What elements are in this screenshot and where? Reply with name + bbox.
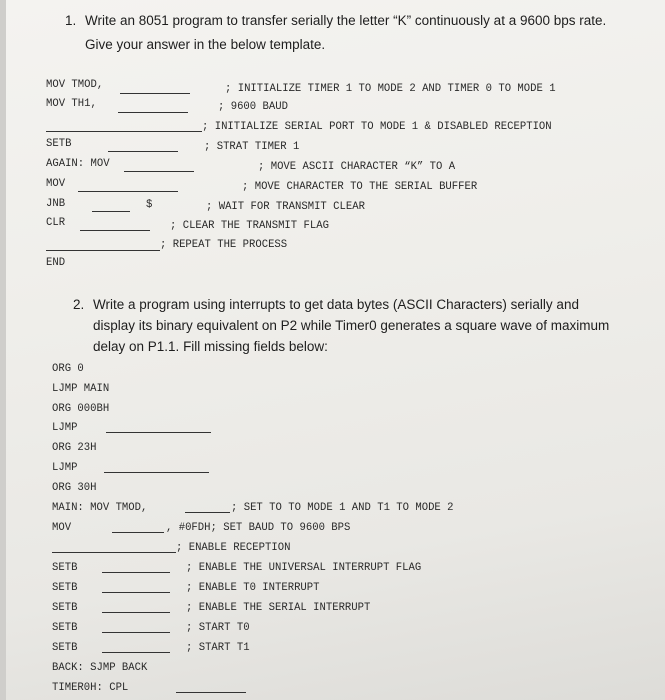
code1-line2-comment: ; 9600 BAUD — [218, 101, 288, 113]
code1-end: END — [46, 257, 66, 269]
code1-line2-instr: MOV TH1, — [46, 98, 97, 110]
code2-blank-setb-1[interactable] — [102, 572, 170, 573]
code2-ljmp-main: LJMP MAIN — [52, 383, 110, 395]
code2-main-instr: MAIN: MOV TMOD, — [52, 502, 148, 514]
code1-line1-instr: MOV TMOD, — [46, 79, 104, 91]
q2-text-line3: delay on P1.1. Fill missing fields below: — [93, 339, 328, 354]
code2-blank-setb-4[interactable] — [102, 632, 170, 633]
code2-org-30h: ORG 30H — [52, 482, 97, 494]
code2-setb-4-comment: ; START T0 — [186, 622, 250, 634]
code2-ljmp-2: LJMP — [52, 462, 78, 474]
code2-org0: ORG 0 — [52, 363, 84, 375]
code2-setb-4: SETB — [52, 622, 78, 634]
q2-text-line2: display its binary equivalent on P2 while Timer0 generates a square wave of maximum — [93, 318, 610, 333]
code1-line8-instr: CLR — [46, 217, 66, 229]
code2-setb-1-comment: ; ENABLE THE UNIVERSAL INTERRUPT FLAG — [186, 562, 422, 574]
code2-enable-reception: ; ENABLE RECEPTION — [176, 542, 291, 554]
q2-text-line1: Write a program using interrupts to get data bytes (ASCII Characters) serially and — [93, 297, 579, 312]
code2-setb-3-comment: ; ENABLE THE SERIAL INTERRUPT — [186, 602, 371, 614]
code1-line6-instr: MOV — [46, 178, 66, 190]
code2-org-000bh: ORG 000BH — [52, 403, 110, 415]
code1-line5-instr: AGAIN: MOV — [46, 158, 110, 170]
code1-blank-9[interactable] — [46, 250, 160, 251]
code2-blank-timer[interactable] — [176, 692, 246, 693]
code1-blank-1[interactable] — [120, 93, 190, 94]
code1-line7-comment: ; WAIT FOR TRANSMIT CLEAR — [206, 201, 365, 213]
page-left-edge — [0, 0, 6, 700]
code2-blank-ljmp-2[interactable] — [104, 472, 209, 473]
code2-blank-enable-rec[interactable] — [52, 552, 176, 553]
code1-blank-4[interactable] — [108, 151, 178, 152]
code1-line7-instr: JNB — [46, 198, 66, 210]
code1-line9-comment: ; REPEAT THE PROCESS — [160, 239, 288, 251]
q1-text-line2: Give your answer in the below template. — [85, 37, 326, 52]
code2-org-23h: ORG 23H — [52, 442, 97, 454]
code2-setb-1: SETB — [52, 562, 78, 574]
code1-line8-comment: ; CLEAR THE TRANSMIT FLAG — [170, 220, 329, 232]
code2-setb-3: SETB — [52, 602, 78, 614]
q2-number: 2. — [73, 297, 85, 312]
code2-setb-2: SETB — [52, 582, 78, 594]
code2-blank-tmod[interactable] — [185, 512, 230, 513]
code1-blank-5[interactable] — [124, 171, 194, 172]
code1-blank-2[interactable] — [118, 112, 188, 113]
code1-blank-6[interactable] — [78, 191, 178, 192]
code2-timer0h: TIMER0H: CPL — [52, 682, 129, 694]
code1-line6-comment: ; MOVE CHARACTER TO THE SERIAL BUFFER — [242, 181, 478, 193]
code1-line7-dollar: $ — [146, 199, 153, 211]
code1-blank-8[interactable] — [80, 230, 150, 231]
code2-mov2-instr: MOV — [52, 522, 72, 534]
code1-blank-3[interactable] — [46, 131, 202, 132]
code2-back: BACK: SJMP BACK — [52, 662, 148, 674]
code1-line5-comment: ; MOVE ASCII CHARACTER “K” TO A — [258, 161, 456, 173]
code1-line4-comment: ; STRAT TIMER 1 — [204, 141, 300, 153]
code2-blank-mov[interactable] — [112, 532, 164, 533]
code2-main-comment: ; SET TO TO MODE 1 AND T1 TO MODE 2 — [231, 502, 454, 514]
code2-ljmp-1: LJMP — [52, 422, 78, 434]
code2-blank-ljmp-1[interactable] — [106, 432, 211, 433]
code2-mov2-rest: , #0FDH; SET BAUD TO 9600 BPS — [166, 522, 351, 534]
q1-text-line1: Write an 8051 program to transfer serially the letter “K” continuously at a 9600 bps rate. — [85, 13, 607, 28]
code1-line4-instr: SETB — [46, 138, 72, 150]
code2-blank-setb-2[interactable] — [102, 592, 170, 593]
code1-line1-comment: ; INITIALIZE TIMER 1 TO MODE 2 AND TIMER 0 TO MODE 1 — [225, 83, 556, 95]
q1-number: 1. — [65, 13, 77, 28]
code2-blank-setb-5[interactable] — [102, 652, 170, 653]
code2-setb-5-comment: ; START T1 — [186, 642, 250, 654]
code2-setb-5: SETB — [52, 642, 78, 654]
code2-setb-2-comment: ; ENABLE T0 INTERRUPT — [186, 582, 320, 594]
code1-blank-7[interactable] — [92, 211, 130, 212]
code2-blank-setb-3[interactable] — [102, 612, 170, 613]
code1-line3-comment: ; INITIALIZE SERIAL PORT TO MODE 1 & DISABLED RECEPTION — [202, 121, 552, 133]
